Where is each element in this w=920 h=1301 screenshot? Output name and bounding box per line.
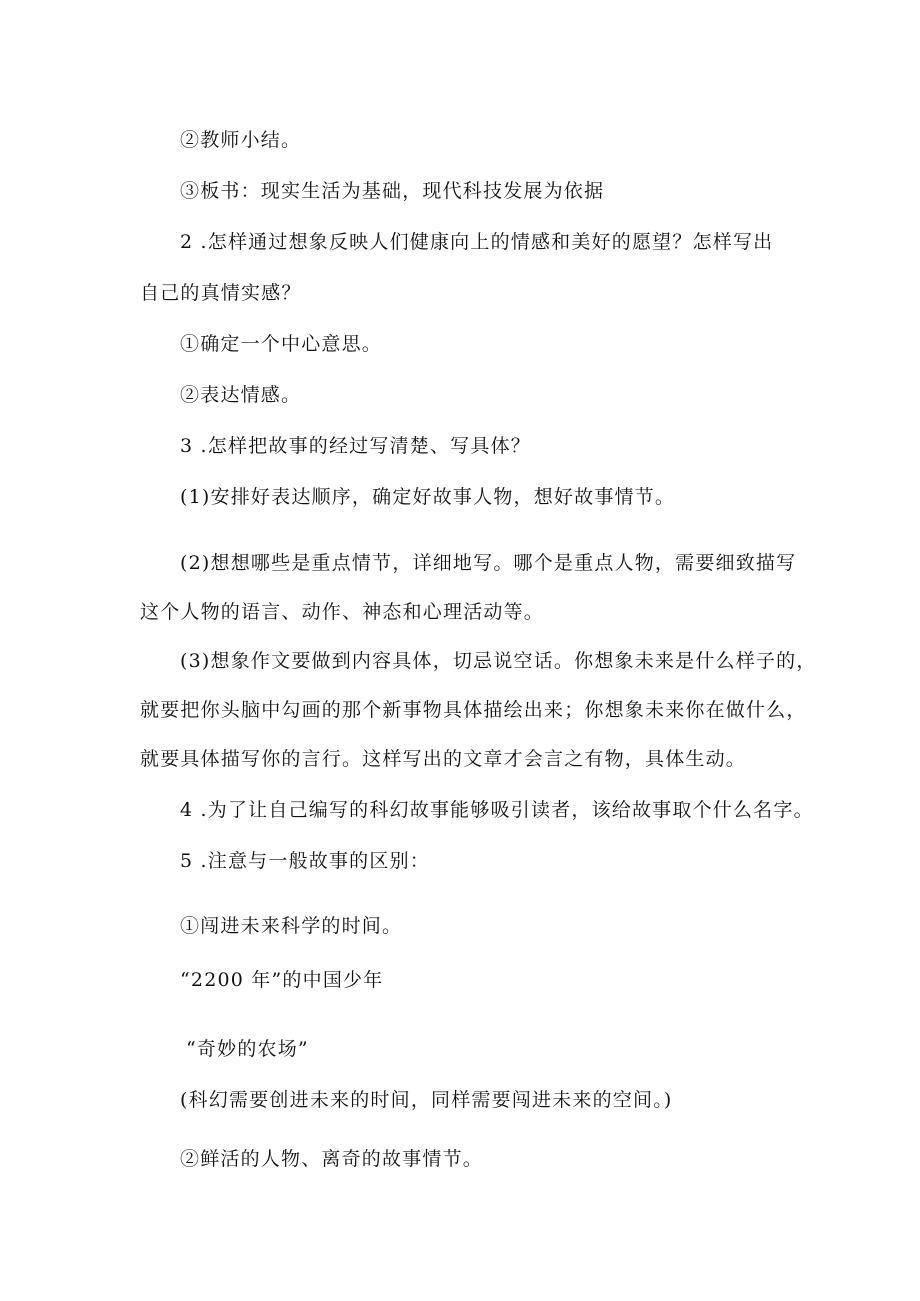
text-line-step-2: (2)想想哪些是重点情节，详细地写。哪个是重点人物，需要细致描写 xyxy=(180,552,797,574)
text-line-step-2-cont: 这个人物的语言、动作、神态和心理活动等。 xyxy=(140,601,545,623)
text-line-question-2-cont: 自己的真情实感？ xyxy=(140,282,302,304)
text-line-board-writing: ③板书：现实生活为基础，现代科技发展为依据 xyxy=(180,180,605,202)
text-line-teacher-summary: ②教师小结。 xyxy=(180,129,302,151)
text-line-parenthetical-note: (科幻需要创进未来的时间，同样需要闯进未来的空间。) xyxy=(180,1089,673,1111)
text-line-question-2: 2 .怎样通过想象反映人们健康向上的情感和美好的愿望？怎样写出 xyxy=(180,231,774,253)
text-line-distinction-1: ①闯进未来科学的时间。 xyxy=(180,915,403,937)
text-line-step-3-cont-1: 就要把你头脑中勾画的那个新事物具体描绘出来；你想象未来你在做什么， xyxy=(140,699,807,721)
text-line-question-3: 3 .怎样把故事的经过写清楚、写具体？ xyxy=(180,435,531,457)
text-line-distinction-2: ②鲜活的人物、离奇的故事情节。 xyxy=(180,1148,484,1170)
text-line-point-1: ①确定一个中心意思。 xyxy=(180,333,383,355)
text-line-point-2: ②表达情感。 xyxy=(180,384,302,406)
text-line-example-title-2: “奇妙的农场” xyxy=(186,1038,309,1060)
text-line-step-1: (1)安排好表达顺序，确定好故事人物，想好故事情节。 xyxy=(180,486,676,508)
text-line-question-4: 4 .为了让自己编写的科幻故事能够吸引读者，该给故事取个什么名字。 xyxy=(180,799,814,821)
text-line-example-title-1: “2200 年”的中国少年 xyxy=(180,969,384,991)
text-line-question-5: 5 .注意与一般故事的区别： xyxy=(180,850,430,872)
text-line-step-3: (3)想象作文要做到内容具体，切忌说空话。你想象未来是什么样子的， xyxy=(180,650,817,672)
text-line-step-3-cont-2: 就要具体描写你的言行。这样写出的文章才会言之有物，具体生动。 xyxy=(140,748,747,770)
